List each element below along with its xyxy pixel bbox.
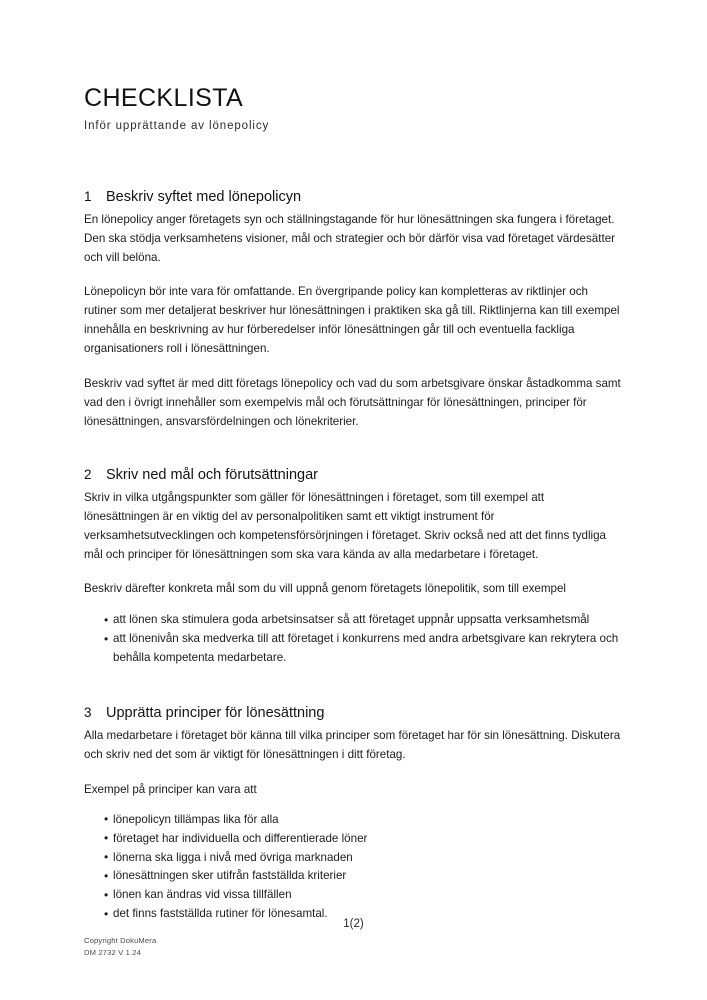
section-3-paragraph-1: Alla medarbetare i företaget bör känna till vilka principer som företaget har för sin lönesättning. Diskutera och skriv ned det som är viktigt för lönesättningen i ditt företag. [84,729,621,761]
section-2-paragraph-2: Beskriv därefter konkreta mål som du vill uppnå genom företagets lönepolitik, som till exempel [84,582,567,596]
list-item: • lönepolicyn tillämpas lika för alla [84,811,621,830]
section-3-heading [84,704,621,722]
section-3-title: Upprätta principer för lönesättning [106,704,325,721]
section-2-heading [84,466,621,484]
list-item: • lönerna ska ligga i nivå med övriga marknaden [84,849,621,868]
section-1 [84,188,621,432]
section-1-paragraph-1: En lönepolicy anger företagets syn och ställningstagande för hur lönesättningen ska fungera i företaget. Den ska stödja verksamhetens visioner, mål och strategier och bör därför visa vad företaget värdesätter och vill belöna. [84,212,615,264]
section-3-paragraph-2: Exempel på principer kan vara att [84,782,257,796]
section-2-paragraph-1: Skriv in vilka utgångspunkter som gäller för lönesättningen i företaget, som till exempel att lönesättningen är en viktig del av personalpolitiken samt ett viktigt instrument för verksamhetsutvecklingen och kompetensförsörjningen i företaget. Skriv också ned att det finns tydliga mål och principer för lönesättningen som ska vara kända av alla medarbetare i företaget. [84,490,606,561]
page-title: CHECKLISTA [84,84,244,112]
page-number: 1(2) [343,918,364,930]
section-1-title: Beskriv syftet med lönepolicyn [106,188,302,205]
list-item: • företaget har individuella och differentierade löner [84,830,621,849]
list-item: • lönesättningen sker utifrån fastställda kriterier [84,867,621,886]
list-item: • lönen kan ändras vid vissa tillfällen [84,886,621,905]
document-content [84,84,621,924]
footer-note [84,935,156,958]
section-2-number: 2 [84,466,92,482]
section-2-title: Skriv ned mål och förutsättningar [106,466,318,483]
section-1-paragraph-3: Beskriv vad syftet är med ditt företags lönepolicy och vad du som arbetsgivare önskar åstadkomma samt vad den i övrigt innehåller som exempelvis mål och förutsättningar för lönesättningen, principer för lönesättningen, ansvarsfördelningen och lönekriterier. [84,377,621,428]
list-item: • att lönenivån ska medverka till att företaget i konkurrens med andra arbetsgivare kan rekrytera och behålla kompetenta medarbetare. [84,630,621,668]
footer-document-code: DM 2732 V 1.24 [84,947,141,957]
list-item: • det finns fastställda rutiner för lönesamtal. [84,905,621,924]
section-1-number: 1 [84,188,92,204]
section-2 [84,466,621,668]
section-3-number: 3 [84,704,92,720]
list-item: • att lönen ska stimulera goda arbetsinsatser så att företaget uppnår uppsatta verksamhetsmål [84,611,621,630]
section-3 [84,704,621,924]
section-1-paragraph-2: Lönepolicyn bör inte vara för omfattande. En övergripande policy kan kompletteras av riktlinjer och rutiner som mer detaljerat beskriver hur lönesättningen i praktiken ska gå till. Riktlinjerna kan till exempel innehålla en beskrivning av hur förberedelser inför lönesättningen går till och eventuella fackliga organisationers roll i lönesättningen. [84,285,620,356]
section-3-bullet-list [84,811,621,924]
footer-copyright: Copyright DokuMera [84,936,157,945]
section-2-bullet-list [84,611,621,668]
page-subtitle: Inför upprättande av lönepolicy [84,119,270,132]
section-1-heading [84,188,621,206]
